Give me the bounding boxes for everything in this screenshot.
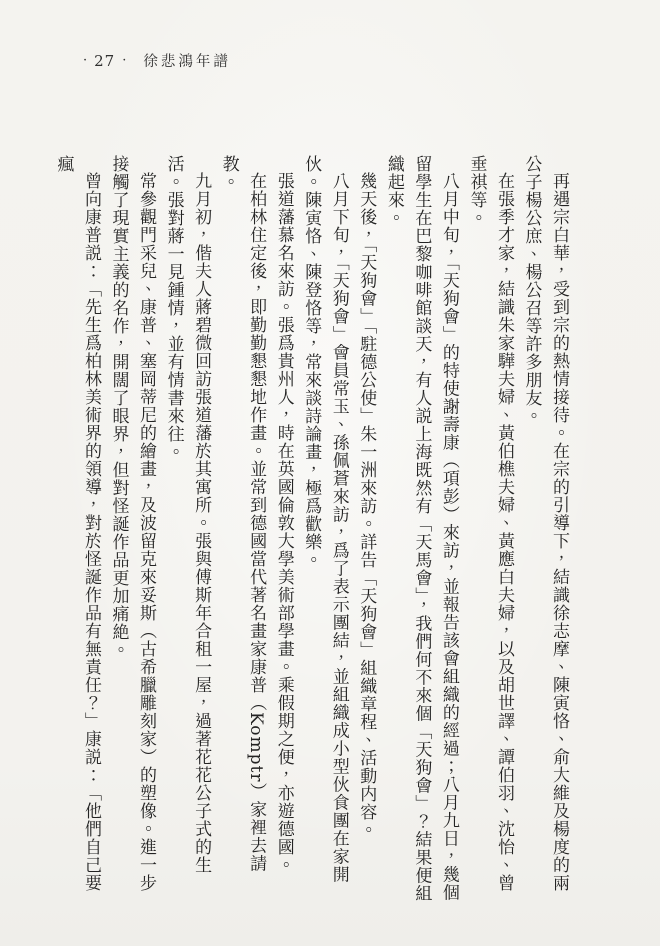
paragraph: 八月下旬，「天狗會」會員常玉、孫佩蒼來訪，爲了表示團結，並組織成小型伙食團在家開伙。陳寅恪、陳登恪等，常來談詩論畫，極爲歡樂。 [301, 155, 349, 884]
folio-left-dot: · [83, 53, 88, 68]
page-number: 27 [94, 51, 116, 70]
paragraph: 在張季才家，結識朱家驊夫婦、黃伯樵夫婦、黃應白夫婦，以及胡世譯、譚伯羽、沈怡、曾垂祺等。 [466, 155, 514, 892]
paragraph: 幾天後，「天狗會」「駐德公使」朱一洲來訪。詳告「天狗會」組織章程、活動内容。 [356, 172, 377, 839]
vertical-text-block [53, 155, 572, 903]
folio-right-dot: · [122, 53, 127, 68]
book-title: 徐悲鴻年譜 [143, 54, 231, 70]
paragraph: 張道藩慕名來訪。張爲貴州人，時在英國倫敦大學美術部學畫。乘假期之便，亦遊德國。 [273, 172, 294, 874]
folio-header [76, 50, 231, 71]
paragraph: 九月初，偕夫人蔣碧微回訪張道藩於其寓所。張與傅斯年合租一屋，過著花花公子式的生活。張對蔣一見鍾情，並有情書來往。 [163, 155, 212, 874]
paragraph: 常參觀門采兒、康普、塞岡蒂尼的繪畫，及波留克來妥斯（古希臘雕刻家）的塑像。進一步接觸了現實主義的名作，開闊了眼界，但對怪誕作品更加痛絶。 [108, 155, 157, 892]
paragraph: 八月中旬，「天狗會」的特使謝壽康（項彭）來訪，並報告該會組織的經過；八月九日，幾個留學生在巴黎咖啡館談天，有人説上海既然有「天馬會」，我們何不來個「天狗會」？結果便組織起來。 [383, 155, 459, 903]
paragraph: 在柏林住定後，即勤勤懇懇地作畫。並常到德國當代著名畫家康普（Komptr）家裡去請教。 [218, 155, 267, 873]
paragraph: 再遇宗白華，受到宗的熱情接待。在宗的引導下，結識徐志摩、陳寅恪、俞大維及楊度的兩公子楊公庶、楊公召等許多朋友。 [521, 155, 569, 892]
paragraph: 曾向康普説：「先生爲柏林美術界的領導，對於怪誕作品有無責任？」康説：「他們自己要瘋 [53, 155, 101, 892]
